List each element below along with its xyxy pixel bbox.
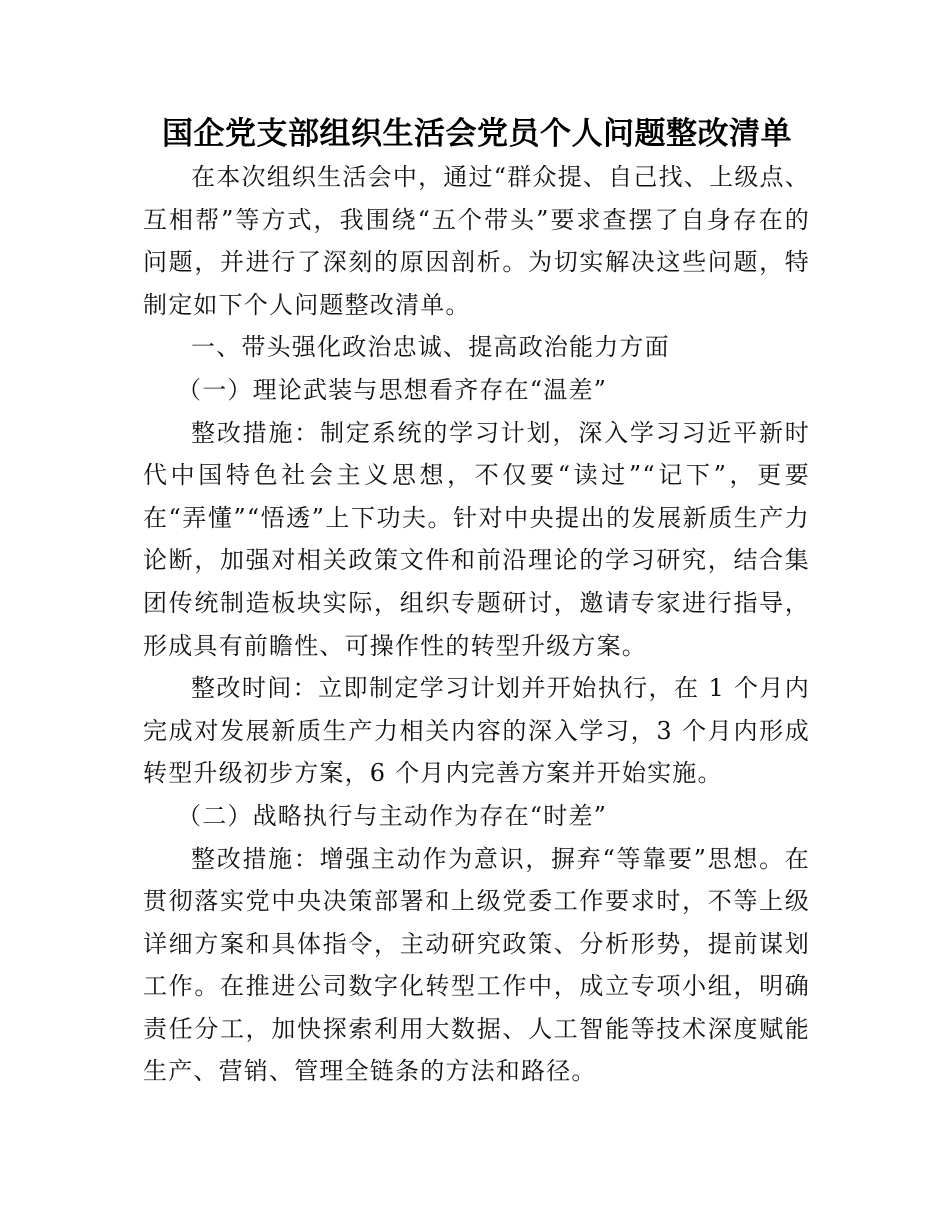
time-label: 整改时间：: [191, 674, 319, 703]
document-page: [143, 112, 810, 1093]
measures-label: 整改措施：: [191, 844, 320, 873]
section-heading: 一、带头强化政治忠诚、提高政治能力方面: [191, 333, 670, 362]
sub-heading-1: （一）理论武装与思想看齐存在“温差”: [177, 375, 608, 404]
sub-heading-2: （二）战略执行与主动作为存在“时差”: [177, 801, 608, 830]
time-paragraph-1: [143, 667, 810, 795]
time-text: 立即制定学习计划并开始执行，在 1 个月内完成对发展新质生产力相关内容的深入学习，3 个月内形成转型升级初步方案，6 个月内完善方案并开始实施。: [143, 674, 811, 788]
measures-paragraph-2: [143, 838, 810, 1094]
intro-paragraph: 在本次组织生活会中，通过“群众提、自己找、上级点、互相帮”等方式，我围绕“五个带头”要求查摆了自身存在的问题，并进行了深刻的原因剖析。为切实解决这些问题，特制定如下个人问题整改清单。: [143, 163, 810, 319]
measures-text: 制定系统的学习计划，深入学习习近平新时代中国特色社会主义思想，不仅要“读过”“记下”，更要在“弄懂”“悟透”上下功夫。针对中央提出的发展新质生产力论断，加强对相关政策文件和前沿理论的学习研究，结合集团传统制造板块实际，组织专题研讨，邀请专家进行指导，形成具有前瞻性、可操作性的转型升级方案。: [143, 418, 810, 660]
measures-text: 增强主动作为意识，摒弃“等靠要”思想。在贯彻落实党中央决策部署和上级党委工作要求时，不等上级详细方案和具体指令，主动研究政策、分析形势，提前谋划工作。在推进公司数字化转型工作中，成立专项小组，明确责任分工，加快探索利用大数据、人工智能等技术深度赋能生产、营销、管理全链条的方法和路径。: [143, 844, 811, 1086]
measures-label: 整改措施：: [191, 418, 321, 447]
document-title: 国企党支部组织生活会党员个人问题整改清单: [162, 116, 792, 152]
measures-paragraph-1: [143, 412, 810, 668]
